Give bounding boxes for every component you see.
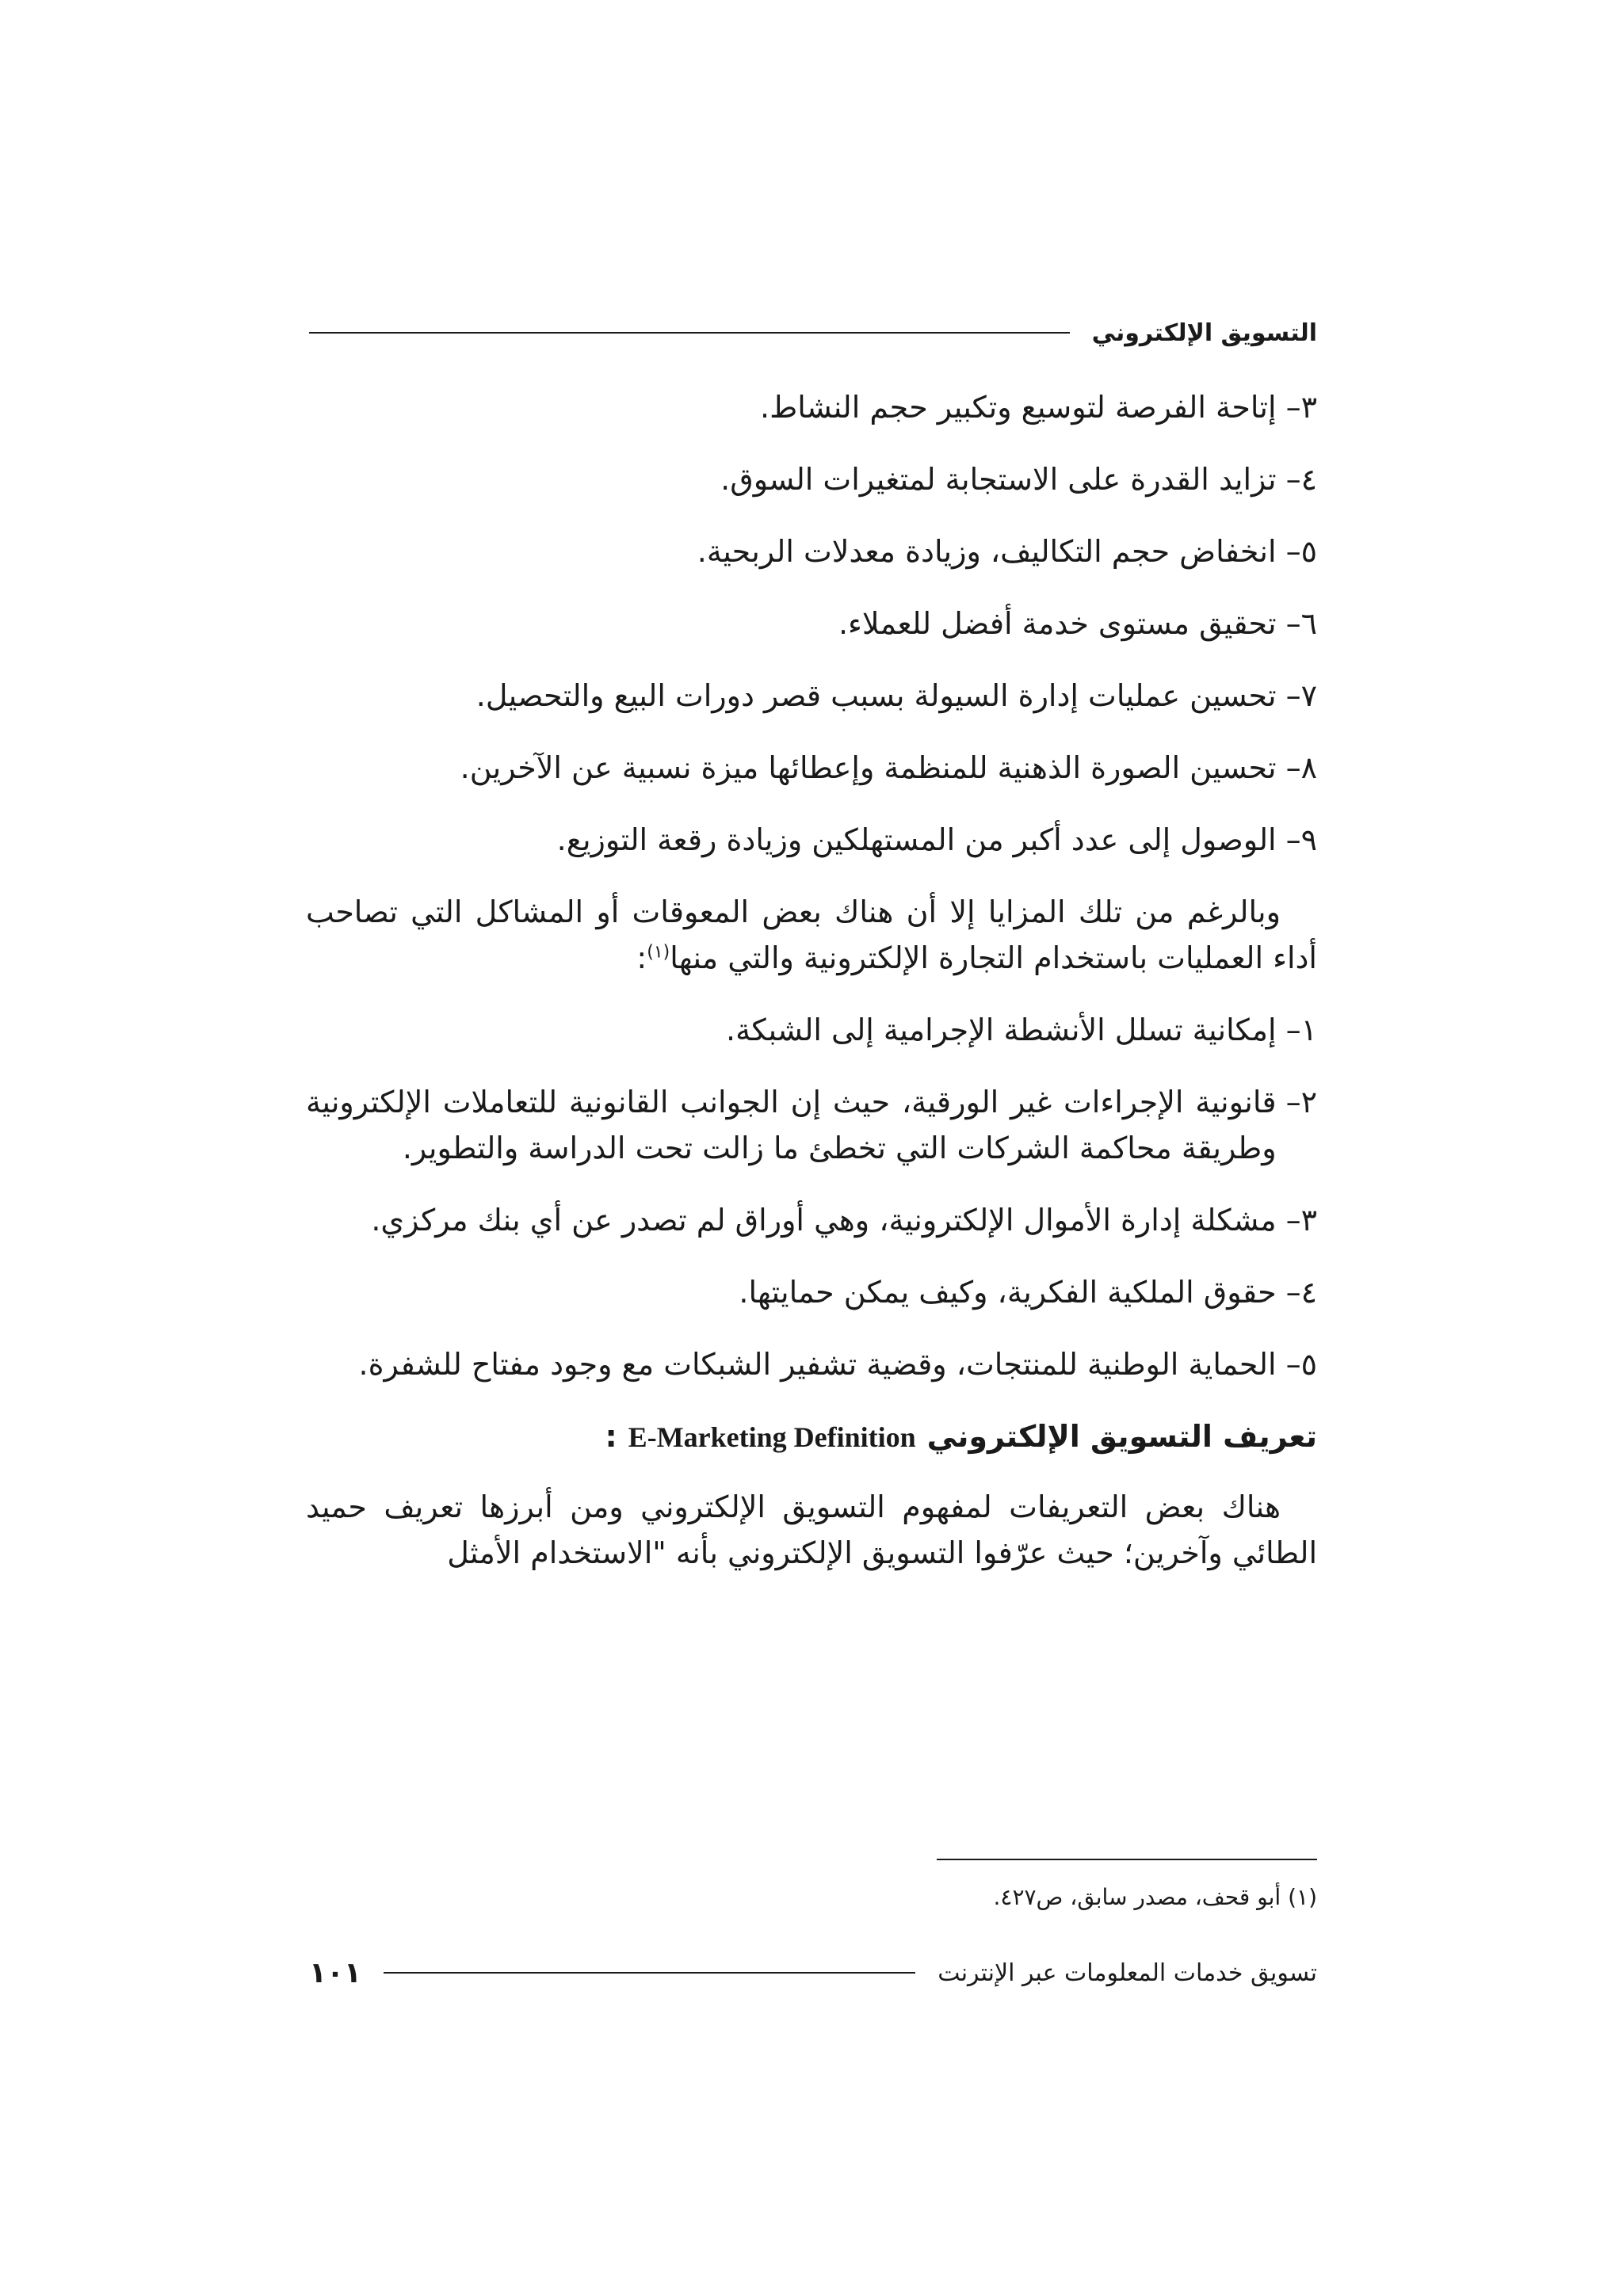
list-item-number: ٥– bbox=[1285, 1347, 1317, 1382]
body-paragraph bbox=[306, 889, 1317, 981]
list-item-text: تحسين الصورة الذهنية للمنظمة وإعطائها ميزة نسبية عن الآخرين. bbox=[460, 750, 1277, 785]
list-item-number: ١– bbox=[1285, 1013, 1317, 1047]
list-item bbox=[306, 1007, 1317, 1053]
body-paragraph bbox=[306, 1484, 1317, 1576]
list-item bbox=[306, 456, 1317, 502]
list-item-text: تحسين عمليات إدارة السيولة بسبب قصر دورات البيع والتحصيل. bbox=[475, 678, 1277, 713]
list-item-text: قانونية الإجراءات غير الورقية، حيث إن الجوانب القانونية للتعاملات الإلكترونية وطريقة محاكمة الشركات التي تخطئ ما زالت تحت الدراسة والتطوير. bbox=[306, 1085, 1277, 1165]
list-item-number: ٤– bbox=[1285, 1275, 1317, 1310]
list-item-text: الحماية الوطنية للمنتجات، وقضية تشفير الشبكات مع وجود مفتاح للشفرة. bbox=[358, 1347, 1277, 1382]
section-heading bbox=[306, 1413, 1317, 1460]
list-item-number: ٩– bbox=[1285, 822, 1317, 857]
list-item-text: تحقيق مستوى خدمة أفضل للعملاء. bbox=[838, 606, 1277, 641]
list-item-number: ٤– bbox=[1285, 462, 1317, 497]
list-item-text: إمكانية تسلل الأنشطة الإجرامية إلى الشبكة. bbox=[726, 1013, 1277, 1047]
list-item-number: ٨– bbox=[1285, 750, 1317, 785]
footnote-text: (١) أبو قحف، مصدر سابق، ص٤٢٧. bbox=[993, 1884, 1317, 1910]
list-item bbox=[306, 528, 1317, 574]
list-item bbox=[306, 1341, 1317, 1387]
paragraph-text: هناك بعض التعريفات لمفهوم التسويق الإلكتروني ومن أبرزها تعريف حميد الطائي وآخرين؛ حيث عرّفوا التسويق الإلكتروني بأنه "الاستخدام الأمثل bbox=[306, 1489, 1317, 1570]
running-header bbox=[309, 309, 1317, 357]
running-footer-title: تسويق خدمات المعلومات عبر الإنترنت bbox=[938, 1958, 1317, 1987]
list-item-number: ٧– bbox=[1285, 678, 1317, 713]
list-item-text: إتاحة الفرصة لتوسيع وتكبير حجم النشاط. bbox=[760, 390, 1277, 425]
list-item-text: مشكلة إدارة الأموال الإلكترونية، وهي أوراق لم تصدر عن أي بنك مركزي. bbox=[371, 1203, 1277, 1238]
section-heading-colon: : bbox=[605, 1419, 617, 1454]
list-item bbox=[306, 745, 1317, 791]
paragraph-text: وبالرغم من تلك المزايا إلا أن هناك بعض المعوقات أو المشاكل التي تصاحب أداء العمليات باستخدام التجارة الإلكترونية والتي منها bbox=[306, 894, 1317, 975]
list-item bbox=[306, 1197, 1317, 1243]
list-item bbox=[306, 1079, 1317, 1171]
list-item-number: ٣– bbox=[1285, 1203, 1317, 1238]
list-item-text: انخفاض حجم التكاليف، وزيادة معدلات الربحية. bbox=[697, 534, 1277, 569]
list-item-text: الوصول إلى عدد أكبر من المستهلكين وزيادة رقعة التوزيع. bbox=[556, 822, 1277, 857]
list-item bbox=[306, 817, 1317, 863]
section-heading-arabic: تعريف التسويق الإلكتروني bbox=[926, 1419, 1317, 1454]
list-item-number: ٢– bbox=[1285, 1085, 1317, 1119]
page-body bbox=[306, 384, 1317, 1602]
page-number: ١٠١ bbox=[309, 1956, 361, 1989]
list-item bbox=[306, 1269, 1317, 1315]
list-item-number: ٣– bbox=[1285, 390, 1317, 425]
list-item-number: ٥– bbox=[1285, 534, 1317, 569]
footnote-divider bbox=[937, 1859, 1317, 1860]
section-heading-english: E-Marketing Definition bbox=[628, 1421, 916, 1453]
list-item-text: تزايد القدرة على الاستجابة لمتغيرات السوق. bbox=[720, 462, 1277, 497]
footnote-reference[interactable]: (١) bbox=[647, 942, 670, 963]
running-footer bbox=[309, 1949, 1317, 1997]
running-footer-rule bbox=[384, 1972, 915, 1974]
list-item bbox=[306, 673, 1317, 719]
running-header-rule bbox=[309, 332, 1070, 334]
running-header-title: التسويق الإلكتروني bbox=[1091, 318, 1317, 347]
paragraph-tail: : bbox=[636, 940, 647, 975]
list-item-number: ٦– bbox=[1285, 606, 1317, 641]
footnote bbox=[306, 1882, 1317, 1913]
list-item bbox=[306, 384, 1317, 430]
list-item-text: حقوق الملكية الفكرية، وكيف يمكن حمايتها. bbox=[739, 1275, 1277, 1310]
list-item bbox=[306, 601, 1317, 646]
